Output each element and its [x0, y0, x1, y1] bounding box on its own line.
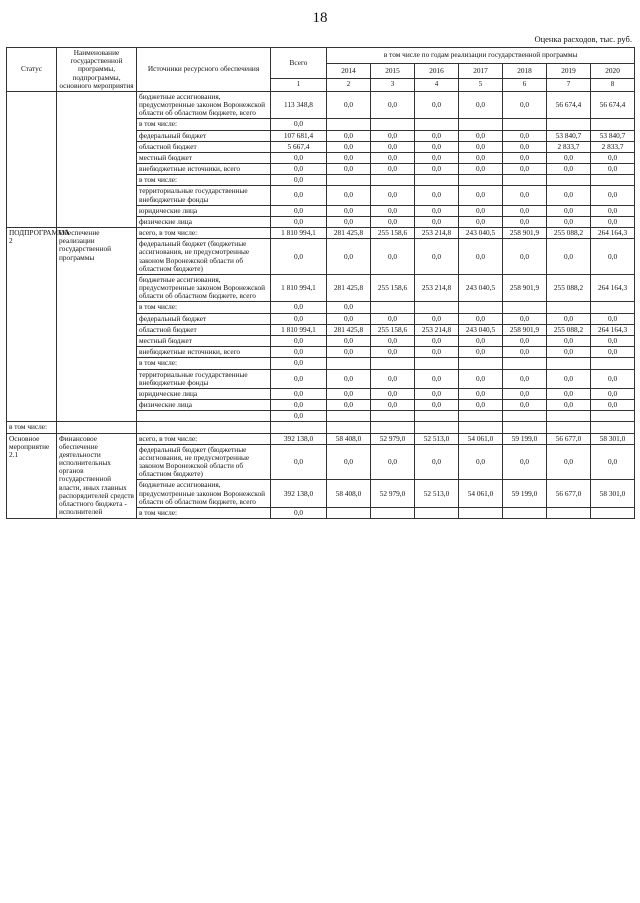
column-index-8: 8 — [591, 79, 635, 91]
cell-year-2019: 53 840,7 — [547, 130, 591, 141]
cell-total: 0,0 — [271, 335, 327, 346]
cell-total: 0,0 — [271, 239, 327, 275]
cell-year-2014: 0,0 — [327, 130, 371, 141]
cell-year-2014: 0,0 — [327, 302, 371, 313]
cell-year-2017: 0,0 — [459, 313, 503, 324]
table-row — [7, 91, 635, 119]
cell-year-2018: 0,0 — [503, 313, 547, 324]
cell-year-2017: 0,0 — [459, 335, 503, 346]
cell-year-2017: 0,0 — [459, 141, 503, 152]
cell-year-2019: 0,0 — [547, 164, 591, 175]
cell-year-2015: 0,0 — [371, 216, 415, 227]
cell-year-2017: 0,0 — [459, 91, 503, 119]
row-funding-source: всего, в том числе: — [137, 228, 271, 239]
cell-year-2014: 0,0 — [327, 152, 371, 163]
page-number: 18 — [312, 10, 328, 26]
cell-year-2020: 0,0 — [591, 335, 635, 346]
cell-year-2019: 0,0 — [547, 313, 591, 324]
cell-year-2018: 0,0 — [503, 205, 547, 216]
cell-year-2018: 258 901,9 — [503, 274, 547, 302]
cell-year-2018: 0,0 — [503, 369, 547, 388]
cell-total: 392 138,0 — [271, 433, 327, 444]
cell-year-2019: 0,0 — [547, 152, 591, 163]
cell-year-2016: 0,0 — [415, 239, 459, 275]
cell-total: 0,0 — [271, 313, 327, 324]
header-year-2014: 2014 — [327, 63, 371, 79]
cell-year-2015: 0,0 — [371, 335, 415, 346]
cell-year-2017: 0,0 — [459, 444, 503, 480]
row-funding-source: областной бюджет — [137, 141, 271, 152]
cell-year-2017: 0,0 — [459, 186, 503, 205]
cell-year-2020 — [591, 358, 635, 369]
cell-year-2018 — [503, 119, 547, 130]
cell-year-2014: 58 408,0 — [327, 433, 371, 444]
cell-year-2018 — [503, 358, 547, 369]
row-funding-source: юридические лица — [137, 388, 271, 399]
cell-year-2014: 0,0 — [327, 347, 371, 358]
cell-year-2016 — [415, 175, 459, 186]
row-funding-source: территориальные государственные внебюджетные фонды — [137, 369, 271, 388]
cell-year-2020: 0,0 — [591, 400, 635, 411]
row-funding-source: в том числе: — [137, 507, 271, 518]
cell-year-2018: 0,0 — [503, 91, 547, 119]
cell-total: 0,0 — [271, 152, 327, 163]
cell-year-2015: 0,0 — [371, 91, 415, 119]
cell-year-2016 — [415, 119, 459, 130]
cell-year-2016 — [415, 411, 459, 422]
row-funding-source: в том числе: — [137, 119, 271, 130]
cell-year-2015: 0,0 — [371, 205, 415, 216]
cell-total: 0,0 — [271, 444, 327, 480]
cell-total: 0,0 — [271, 400, 327, 411]
empty-cell — [547, 422, 591, 433]
cell-year-2019: 0,0 — [547, 205, 591, 216]
row-funding-source: внебюджетные источники, всего — [137, 347, 271, 358]
cell-year-2018 — [503, 302, 547, 313]
cell-year-2017: 0,0 — [459, 369, 503, 388]
cell-year-2017: 243 040,5 — [459, 228, 503, 239]
cell-year-2016: 0,0 — [415, 205, 459, 216]
row-status: Основное мероприятие 2.1 — [7, 433, 57, 519]
cell-year-2015 — [371, 358, 415, 369]
cell-year-2016: 0,0 — [415, 335, 459, 346]
cell-year-2020 — [591, 302, 635, 313]
empty-cell — [591, 422, 635, 433]
cell-year-2014 — [327, 119, 371, 130]
cell-total: 0,0 — [271, 388, 327, 399]
cell-year-2015 — [371, 507, 415, 518]
table-row — [7, 228, 635, 239]
cell-year-2020: 58 301,0 — [591, 480, 635, 508]
cell-year-2017: 0,0 — [459, 130, 503, 141]
cell-year-2014: 0,0 — [327, 164, 371, 175]
empty-cell — [57, 422, 137, 433]
row-funding-source: областной бюджет — [137, 324, 271, 335]
cell-year-2016: 0,0 — [415, 216, 459, 227]
cell-year-2017 — [459, 507, 503, 518]
cell-year-2018: 59 199,0 — [503, 433, 547, 444]
cell-year-2018 — [503, 411, 547, 422]
column-index-2: 2 — [327, 79, 371, 91]
cell-year-2015: 255 158,6 — [371, 274, 415, 302]
cell-year-2020: 56 674,4 — [591, 91, 635, 119]
cell-year-2014: 0,0 — [327, 335, 371, 346]
column-index-1: 1 — [271, 79, 327, 91]
cell-year-2018: 0,0 — [503, 400, 547, 411]
cell-year-2019: 0,0 — [547, 216, 591, 227]
cell-year-2014: 0,0 — [327, 216, 371, 227]
header-year-2019: 2019 — [547, 63, 591, 79]
header-year-2015: 2015 — [371, 63, 415, 79]
cell-year-2018: 0,0 — [503, 164, 547, 175]
header-year-2016: 2016 — [415, 63, 459, 79]
row-funding-source: федеральный бюджет — [137, 130, 271, 141]
cell-year-2014 — [327, 175, 371, 186]
cell-year-2016: 0,0 — [415, 313, 459, 324]
cell-year-2016: 52 513,0 — [415, 433, 459, 444]
cell-year-2017 — [459, 119, 503, 130]
cell-year-2018: 0,0 — [503, 239, 547, 275]
cell-year-2015: 0,0 — [371, 313, 415, 324]
cell-year-2015: 0,0 — [371, 186, 415, 205]
cell-year-2015: 0,0 — [371, 152, 415, 163]
header-year-2020: 2020 — [591, 63, 635, 79]
cell-year-2016: 0,0 — [415, 347, 459, 358]
cell-year-2016: 0,0 — [415, 444, 459, 480]
cell-total: 1 810 994,1 — [271, 228, 327, 239]
empty-cell — [503, 422, 547, 433]
cell-year-2018: 258 901,9 — [503, 324, 547, 335]
cell-year-2016: 0,0 — [415, 164, 459, 175]
cell-year-2014 — [327, 358, 371, 369]
cell-year-2015: 0,0 — [371, 141, 415, 152]
cell-year-2016 — [415, 507, 459, 518]
row-status: в том числе: — [7, 422, 57, 433]
cell-year-2019: 255 088,2 — [547, 274, 591, 302]
cell-total: 1 810 994,1 — [271, 324, 327, 335]
cell-year-2017 — [459, 358, 503, 369]
row-program-name: Финансовое обеспечение деятельности исполнительных органов государственной власти, иных главных распорядителей средств областного бюджета - исполнителей — [57, 433, 137, 519]
column-index-6: 6 — [503, 79, 547, 91]
header-source: Источники ресурсного обеспечения — [137, 48, 271, 92]
cell-year-2015 — [371, 302, 415, 313]
cell-year-2015: 0,0 — [371, 164, 415, 175]
cell-year-2020: 2 833,7 — [591, 141, 635, 152]
cell-year-2017 — [459, 411, 503, 422]
cell-total: 0,0 — [271, 216, 327, 227]
cell-year-2014: 0,0 — [327, 369, 371, 388]
cell-year-2019: 0,0 — [547, 335, 591, 346]
cell-year-2016: 52 513,0 — [415, 480, 459, 508]
cell-year-2020: 0,0 — [591, 313, 635, 324]
cell-year-2019: 0,0 — [547, 388, 591, 399]
cell-year-2014: 0,0 — [327, 186, 371, 205]
cell-total: 0,0 — [271, 186, 327, 205]
cell-year-2018: 0,0 — [503, 186, 547, 205]
column-index-4: 4 — [415, 79, 459, 91]
cell-year-2018: 0,0 — [503, 444, 547, 480]
cell-year-2019: 0,0 — [547, 369, 591, 388]
cell-year-2016 — [415, 358, 459, 369]
cell-year-2017: 0,0 — [459, 216, 503, 227]
cell-year-2019 — [547, 119, 591, 130]
cell-year-2016: 0,0 — [415, 141, 459, 152]
cell-total: 392 138,0 — [271, 480, 327, 508]
cell-year-2016: 253 214,8 — [415, 324, 459, 335]
cell-year-2019: 255 088,2 — [547, 324, 591, 335]
row-funding-source: бюджетные ассигнования, предусмотренные законом Воронежской области об областном бюджете, всего — [137, 91, 271, 119]
cell-year-2016: 253 214,8 — [415, 274, 459, 302]
cell-year-2019: 2 833,7 — [547, 141, 591, 152]
cell-total: 0,0 — [271, 507, 327, 518]
cell-year-2018 — [503, 507, 547, 518]
cell-year-2014: 0,0 — [327, 239, 371, 275]
row-status — [7, 91, 57, 227]
column-index-3: 3 — [371, 79, 415, 91]
empty-cell — [459, 422, 503, 433]
cell-year-2014: 0,0 — [327, 205, 371, 216]
cell-year-2017 — [459, 302, 503, 313]
cell-year-2016: 253 214,8 — [415, 228, 459, 239]
cell-year-2017: 54 061,0 — [459, 433, 503, 444]
cell-total: 113 348,8 — [271, 91, 327, 119]
row-funding-source — [137, 411, 271, 422]
cell-year-2014: 58 408,0 — [327, 480, 371, 508]
cell-year-2017: 243 040,5 — [459, 274, 503, 302]
cell-total: 0,0 — [271, 411, 327, 422]
cell-year-2019: 0,0 — [547, 186, 591, 205]
cell-total: 0,0 — [271, 119, 327, 130]
cell-year-2014: 0,0 — [327, 91, 371, 119]
row-funding-source: бюджетные ассигнования, предусмотренные законом Воронежской области об областном бюджете, всего — [137, 274, 271, 302]
cell-year-2020: 0,0 — [591, 164, 635, 175]
cell-year-2017: 243 040,5 — [459, 324, 503, 335]
cell-year-2020: 0,0 — [591, 388, 635, 399]
row-funding-source: федеральный бюджет (бюджетные ассигнования, не предусмотренные законом Воронежской области об областном бюджете) — [137, 239, 271, 275]
cell-year-2017: 0,0 — [459, 388, 503, 399]
table-row — [7, 422, 635, 433]
cell-year-2019: 0,0 — [547, 347, 591, 358]
empty-cell — [271, 422, 327, 433]
empty-cell — [327, 422, 371, 433]
cell-year-2019: 56 674,4 — [547, 91, 591, 119]
cell-year-2020: 0,0 — [591, 347, 635, 358]
cell-year-2020: 58 301,0 — [591, 433, 635, 444]
table-caption: Оценка расходов, тыс. руб. — [534, 34, 632, 44]
cell-year-2017: 0,0 — [459, 205, 503, 216]
cell-year-2015: 52 979,0 — [371, 433, 415, 444]
header-status: Статус — [7, 48, 57, 92]
empty-cell — [415, 422, 459, 433]
row-funding-source: юридические лица — [137, 205, 271, 216]
cell-year-2014: 281 425,8 — [327, 228, 371, 239]
cell-year-2019: 255 088,2 — [547, 228, 591, 239]
row-funding-source: местный бюджет — [137, 335, 271, 346]
cell-year-2015: 0,0 — [371, 239, 415, 275]
cell-year-2017: 0,0 — [459, 164, 503, 175]
cell-year-2015: 0,0 — [371, 130, 415, 141]
cell-year-2014: 281 425,8 — [327, 274, 371, 302]
row-funding-source: бюджетные ассигнования, предусмотренные законом Воронежской области об областном бюджете, всего — [137, 480, 271, 508]
cell-year-2018: 0,0 — [503, 216, 547, 227]
budget-table-sheet — [6, 34, 634, 519]
cell-year-2018: 0,0 — [503, 388, 547, 399]
row-funding-source: в том числе: — [137, 358, 271, 369]
cell-year-2019: 0,0 — [547, 444, 591, 480]
row-funding-source: внебюджетные источники, всего — [137, 164, 271, 175]
cell-year-2019 — [547, 411, 591, 422]
cell-year-2020 — [591, 119, 635, 130]
header-by-years: в том числе по годам реализации государственной программы — [327, 48, 635, 64]
cell-year-2019: 0,0 — [547, 400, 591, 411]
cell-year-2014 — [327, 411, 371, 422]
cell-year-2016: 0,0 — [415, 152, 459, 163]
cell-year-2015 — [371, 119, 415, 130]
row-funding-source: всего, в том числе: — [137, 433, 271, 444]
empty-cell — [371, 422, 415, 433]
cell-year-2015 — [371, 175, 415, 186]
cell-year-2015 — [371, 411, 415, 422]
cell-year-2018: 0,0 — [503, 347, 547, 358]
cell-total: 0,0 — [271, 175, 327, 186]
row-program-name: Обеспечение реализации государственной программы — [57, 228, 137, 422]
cell-year-2015: 0,0 — [371, 400, 415, 411]
cell-year-2017: 0,0 — [459, 239, 503, 275]
row-program-name — [57, 91, 137, 227]
cell-total: 107 681,4 — [271, 130, 327, 141]
cell-year-2018: 258 901,9 — [503, 228, 547, 239]
cell-year-2017: 0,0 — [459, 347, 503, 358]
cell-year-2016: 0,0 — [415, 400, 459, 411]
cell-year-2019 — [547, 175, 591, 186]
cell-year-2020: 0,0 — [591, 205, 635, 216]
cell-total: 0,0 — [271, 302, 327, 313]
cell-year-2017: 54 061,0 — [459, 480, 503, 508]
cell-year-2014: 0,0 — [327, 444, 371, 480]
empty-cell — [137, 422, 271, 433]
cell-year-2016 — [415, 302, 459, 313]
cell-year-2015: 0,0 — [371, 369, 415, 388]
header-total: Всего — [271, 48, 327, 79]
cell-year-2020 — [591, 175, 635, 186]
column-index-5: 5 — [459, 79, 503, 91]
row-funding-source: федеральный бюджет — [137, 313, 271, 324]
cell-year-2020: 0,0 — [591, 239, 635, 275]
cell-total: 0,0 — [271, 164, 327, 175]
cell-year-2016: 0,0 — [415, 369, 459, 388]
row-funding-source: территориальные государственные внебюджетные фонды — [137, 186, 271, 205]
cell-year-2020: 264 164,3 — [591, 324, 635, 335]
cell-year-2018: 0,0 — [503, 335, 547, 346]
header-year-2017: 2017 — [459, 63, 503, 79]
cell-year-2015: 0,0 — [371, 347, 415, 358]
cell-year-2016: 0,0 — [415, 130, 459, 141]
cell-year-2014: 0,0 — [327, 400, 371, 411]
cell-year-2018: 0,0 — [503, 141, 547, 152]
row-funding-source: в том числе: — [137, 302, 271, 313]
table-row — [7, 433, 635, 444]
cell-year-2020: 0,0 — [591, 186, 635, 205]
header-name: Наименование государственной программы, подпрограммы, основного мероприятия — [57, 48, 137, 92]
row-status: ПОДПРОГРАММА 2 — [7, 228, 57, 422]
column-index-7: 7 — [547, 79, 591, 91]
cell-year-2020: 0,0 — [591, 369, 635, 388]
cell-year-2015: 255 158,6 — [371, 228, 415, 239]
cell-year-2017: 0,0 — [459, 400, 503, 411]
cell-year-2019 — [547, 507, 591, 518]
cell-year-2017: 0,0 — [459, 152, 503, 163]
cell-year-2019: 56 677,0 — [547, 433, 591, 444]
cell-year-2015: 52 979,0 — [371, 480, 415, 508]
cell-year-2014 — [327, 507, 371, 518]
cell-year-2020: 264 164,3 — [591, 228, 635, 239]
cell-year-2020 — [591, 507, 635, 518]
cell-year-2020 — [591, 411, 635, 422]
cell-year-2018: 59 199,0 — [503, 480, 547, 508]
cell-total: 0,0 — [271, 358, 327, 369]
cell-year-2018 — [503, 175, 547, 186]
row-funding-source: физические лица — [137, 216, 271, 227]
cell-year-2020: 53 840,7 — [591, 130, 635, 141]
cell-year-2017 — [459, 175, 503, 186]
cell-year-2014: 0,0 — [327, 388, 371, 399]
row-funding-source: в том числе: — [137, 175, 271, 186]
cell-year-2015: 0,0 — [371, 388, 415, 399]
cell-year-2020: 0,0 — [591, 216, 635, 227]
cell-year-2019 — [547, 358, 591, 369]
cell-year-2020: 0,0 — [591, 152, 635, 163]
cell-year-2020: 0,0 — [591, 444, 635, 480]
cell-year-2015: 0,0 — [371, 444, 415, 480]
cell-total: 0,0 — [271, 347, 327, 358]
cell-year-2019 — [547, 302, 591, 313]
cell-year-2015: 255 158,6 — [371, 324, 415, 335]
cell-year-2020: 264 164,3 — [591, 274, 635, 302]
cell-year-2014: 0,0 — [327, 313, 371, 324]
cell-year-2016: 0,0 — [415, 91, 459, 119]
cell-total: 1 810 994,1 — [271, 274, 327, 302]
cell-total: 0,0 — [271, 369, 327, 388]
cell-year-2016: 0,0 — [415, 186, 459, 205]
cell-total: 5 667,4 — [271, 141, 327, 152]
cell-year-2018: 0,0 — [503, 152, 547, 163]
cell-year-2014: 281 425,8 — [327, 324, 371, 335]
cell-year-2019: 0,0 — [547, 239, 591, 275]
cell-total: 0,0 — [271, 205, 327, 216]
row-funding-source: местный бюджет — [137, 152, 271, 163]
cell-year-2018: 0,0 — [503, 130, 547, 141]
header-year-2018: 2018 — [503, 63, 547, 79]
row-funding-source: физические лица — [137, 400, 271, 411]
cell-year-2014: 0,0 — [327, 141, 371, 152]
row-funding-source: федеральный бюджет (бюджетные ассигнования, не предусмотренные законом Воронежской области об областном бюджете) — [137, 444, 271, 480]
cell-year-2019: 56 677,0 — [547, 480, 591, 508]
cell-year-2016: 0,0 — [415, 388, 459, 399]
budget-table — [6, 47, 635, 519]
